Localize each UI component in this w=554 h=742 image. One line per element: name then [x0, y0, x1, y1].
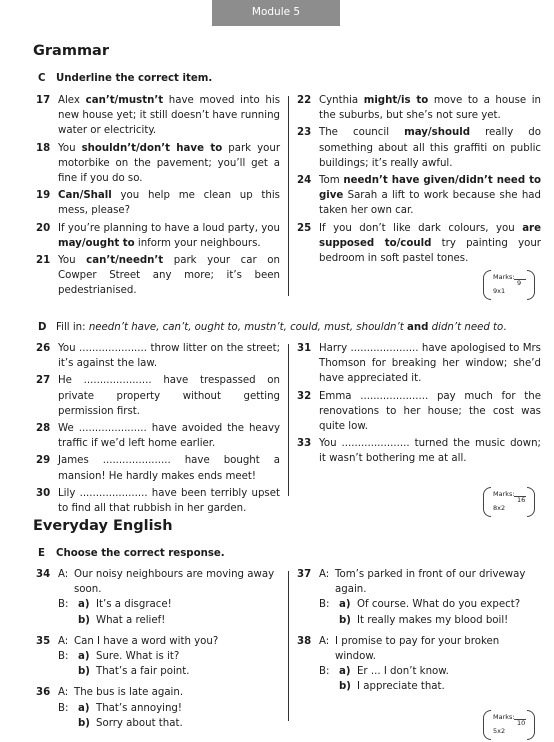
everyday-english-title: Everyday English — [33, 518, 173, 534]
item-number: 22 — [297, 95, 312, 106]
exercise-item-17 — [36, 93, 280, 139]
item-number: 20 — [36, 222, 51, 234]
item-number: 38 — [297, 635, 312, 647]
dialog-item-35: 35 A: Can I have a word with you? B: a) Sure. What is it? b) That’s a fair point. — [36, 634, 280, 680]
marks-total: 16 — [517, 496, 526, 504]
marks-calc: 5x2 — [493, 727, 506, 735]
item-number: 33 — [297, 438, 312, 450]
marks-label: Marks: — [493, 490, 515, 498]
exercise-item-33 — [297, 436, 541, 466]
instruction-e: E Choose the correct response. — [38, 548, 225, 559]
dialog-item-37: 37 A: Tom’s parked in front of our driveway again. B: a) Of course. What do you expect? b) It really makes my blood boil! — [297, 567, 541, 628]
speaker-a-line: Our noisy neighbours are moving away soon. — [74, 569, 275, 596]
item-number: 19 — [36, 190, 51, 202]
item-text: Alex can’t/mustn’t have moved into his new house yet; it still doesn’t have running water or electricity. — [58, 95, 281, 137]
marks-total: 9 — [517, 279, 522, 287]
everyday-left-column — [36, 567, 280, 737]
item-number: 25 — [297, 222, 312, 234]
marks-calc: 8x2 — [493, 504, 506, 512]
exercise-item-20 — [36, 221, 280, 251]
item-text: Emma ..................... pay much for the renovations to her house; the cost was quite low. — [319, 390, 541, 433]
option-a[interactable]: B: a) That’s annoying! — [58, 702, 182, 714]
option-a[interactable]: B: a) Of course. What do you expect? — [319, 599, 521, 611]
item-text: Harry ..................... have apologised to Mrs Thomson for breaking her window; she’d have appreciated it. — [319, 343, 541, 385]
item-number: 37 — [297, 569, 312, 580]
item-text: You ..................... throw litter on the street; it’s against the law. — [58, 343, 280, 370]
speaker-a-line: I promise to pay for your broken window. — [335, 635, 500, 663]
item-text: If you don’t like dark colours, you are supposed to/could try painting your bedroom in soft pastel tones. — [319, 222, 541, 265]
item-text: You ..................... turned the music down; it wasn’t bothering me at all. — [319, 438, 541, 465]
item-number: 18 — [36, 142, 51, 154]
marks-box-everyday — [483, 710, 535, 740]
option-b[interactable]: b) It really makes my blood boil! — [339, 614, 509, 626]
item-number: 30 — [36, 487, 51, 499]
marks-calc: 9x1 — [493, 287, 506, 295]
exercise-item-22 — [297, 93, 541, 123]
item-number: 21 — [36, 255, 51, 267]
exercise-item-25 — [297, 221, 541, 267]
marks-box-grammar — [483, 270, 535, 300]
marks-box-fill — [483, 487, 535, 517]
option-a[interactable]: B: a) It’s a disgrace! — [58, 599, 172, 611]
item-text: You can’t/needn’t park your car on Cowper Street any more; it’s been pedestrianised. — [58, 255, 280, 297]
exercise-item-23 — [297, 125, 541, 171]
marks-label: Marks: — [493, 273, 515, 281]
item-text: The council may/should really do something about all this graffiti on public buildings; it’s really awful. — [319, 127, 542, 169]
marks-total: 10 — [517, 719, 526, 727]
fill-left-column — [36, 341, 280, 518]
everyday-right-column — [297, 567, 541, 701]
module-tab: Module 5 — [212, 0, 340, 26]
item-text: Cynthia might/is to move to a house in the suburbs, but she’s not sure yet. — [319, 95, 542, 122]
item-text: Can/Shall you help me clean up this mess, please? — [58, 190, 280, 217]
exercise-item-31 — [297, 341, 541, 387]
instruction-d: D Fill in: needn’t have, can’t, ought to, mustn’t, could, must, shouldn’t and didn’t need to. — [38, 322, 507, 333]
item-number: 31 — [297, 343, 312, 354]
item-text: We ..................... have avoided the heavy traffic if we’d left home earlier. — [58, 423, 280, 450]
dialog-item-38: 38 A: I promise to pay for your broken window. B: a) Er ... I don’t know. b) I appreciate that. — [297, 634, 541, 695]
column-divider — [288, 96, 289, 296]
item-number: 36 — [36, 687, 51, 699]
option-b[interactable]: b) I appreciate that. — [339, 681, 445, 693]
option-b[interactable]: b) Sorry about that. — [78, 717, 183, 729]
item-number: 27 — [36, 375, 51, 387]
grammar-title: Grammar — [33, 43, 109, 59]
exercise-item-29 — [36, 453, 280, 483]
option-a[interactable]: B: a) Sure. What is it? — [58, 651, 180, 663]
instruction-c: C Underline the correct item. — [38, 73, 213, 84]
speaker-a-line: Can I have a word with you? — [74, 635, 219, 647]
exercise-item-21 — [36, 253, 280, 299]
exercise-item-24 — [297, 173, 541, 219]
exercise-item-26 — [36, 341, 280, 371]
exercise-item-28 — [36, 421, 280, 451]
item-number: 28 — [36, 423, 51, 435]
speaker-a-line: Tom’s parked in front of our driveway again. — [335, 569, 526, 596]
exercise-item-19 — [36, 188, 280, 218]
exercise-item-30 — [36, 486, 280, 516]
exercise-item-32 — [297, 389, 541, 435]
option-a[interactable]: B: a) Er ... I don’t know. — [319, 666, 449, 678]
item-number: 29 — [36, 455, 51, 467]
option-b[interactable]: b) That’s a fair point. — [78, 666, 190, 678]
column-divider — [288, 571, 289, 721]
item-text: You shouldn’t/don’t have to park your motorbike on the pavement; you’ll get a fine if you do so. — [58, 142, 281, 185]
exercise-item-27 — [36, 373, 280, 419]
fill-right-column — [297, 341, 541, 469]
item-number: 26 — [36, 343, 51, 354]
item-text: If you’re planning to have a loud party, you may/ought to inform your neighbours. — [58, 222, 280, 249]
item-text: James ..................... have bought a mansion! He hardly makes ends meet! — [58, 455, 280, 482]
item-number: 24 — [297, 175, 312, 187]
dialog-item-36: 36 A: The bus is late again. B: a) That’s annoying! b) Sorry about that. — [36, 685, 280, 731]
option-b[interactable]: b) What a relief! — [78, 614, 166, 626]
item-number: 17 — [36, 95, 51, 106]
item-number: 32 — [297, 390, 312, 402]
exercise-item-18 — [36, 141, 280, 187]
grammar-right-column — [297, 93, 541, 268]
marks-label: Marks: — [493, 713, 515, 721]
dialog-item-34: 34 A: Our noisy neighbours are moving away soon. B: a) It’s a disgrace! b) What a relief! — [36, 567, 280, 628]
column-divider — [288, 344, 289, 496]
speaker-a-line: The bus is late again. — [74, 687, 184, 699]
item-text: Lily ..................... have been terribly upset to find all that rubbish in her garden. — [58, 487, 280, 515]
item-text: He ..................... have trespassed on private property without getting permission first. — [58, 375, 280, 417]
grammar-left-column — [36, 93, 280, 301]
item-number: 35 — [36, 635, 51, 647]
item-text: Tom needn’t have given/didn’t need to give Sarah a lift to work because she had taken her own car. — [319, 175, 541, 217]
item-number: 23 — [297, 127, 312, 139]
item-number: 34 — [36, 569, 51, 580]
